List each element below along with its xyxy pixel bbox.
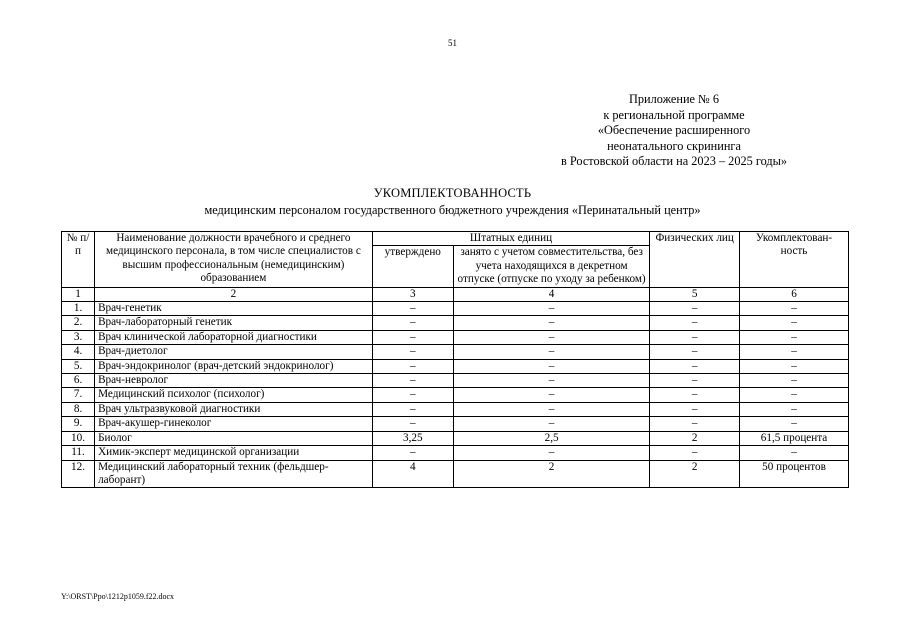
staffing-value: – (740, 388, 849, 402)
approved-value: – (372, 374, 453, 388)
appendix-line: в Ростовской области на 2023 – 2025 годы» (560, 154, 788, 168)
physical-persons-value: 2 (650, 431, 740, 445)
staffing-value: 50 процентов (740, 460, 849, 488)
approved-value: – (372, 417, 453, 431)
position-name: Медицинский лабораторный техник (фельдшер-лаборант) (95, 460, 373, 488)
column-index: 1 (62, 287, 95, 301)
occupied-value: – (453, 402, 649, 416)
physical-persons-value: – (650, 388, 740, 402)
table-row (62, 446, 849, 460)
approved-value: – (372, 446, 453, 460)
table-row (62, 402, 849, 416)
occupied-value: – (453, 374, 649, 388)
occupied-value: – (453, 302, 649, 316)
column-index: 5 (650, 287, 740, 301)
occupied-value: – (453, 446, 649, 460)
staffing-value: – (740, 417, 849, 431)
row-number: 9. (62, 417, 95, 431)
position-name: Врач-невролог (95, 374, 373, 388)
physical-persons-value: – (650, 345, 740, 359)
physical-persons-value: – (650, 402, 740, 416)
position-name: Биолог (95, 431, 373, 445)
occupied-value: – (453, 330, 649, 344)
position-name: Медицинский психолог (психолог) (95, 388, 373, 402)
row-number: 5. (62, 359, 95, 373)
occupied-value: – (453, 388, 649, 402)
position-name: Врач-генетик (95, 302, 373, 316)
staffing-value: – (740, 359, 849, 373)
row-number: 2. (62, 316, 95, 330)
staffing-value: – (740, 316, 849, 330)
table-row (62, 374, 849, 388)
table-row (62, 431, 849, 445)
position-name: Врач-лабораторный генетик (95, 316, 373, 330)
occupied-value: – (453, 316, 649, 330)
staffing-value: 61,5 процента (740, 431, 849, 445)
position-name: Врач клинической лабораторной диагностики (95, 330, 373, 344)
approved-value: – (372, 402, 453, 416)
table-row (62, 460, 849, 488)
header-physical-persons: Физических лиц (650, 232, 740, 288)
row-number: 8. (62, 402, 95, 416)
column-index: 6 (740, 287, 849, 301)
appendix-block (514, 92, 834, 170)
table-row (62, 417, 849, 431)
approved-value: – (372, 388, 453, 402)
appendix-line: неонатального скрининга (607, 138, 741, 153)
row-number: 1. (62, 302, 95, 316)
row-number: 3. (62, 330, 95, 344)
staffing-table (61, 231, 849, 488)
position-name: Врач-эндокринолог (врач-детский эндокринолог) (95, 359, 373, 373)
staffing-value: – (740, 345, 849, 359)
appendix-line: к региональной программе (603, 107, 745, 122)
staffing-value: – (740, 446, 849, 460)
table-row (62, 330, 849, 344)
column-index: 2 (95, 287, 373, 301)
page-number: 51 (448, 38, 457, 48)
appendix-line: «Обеспечение расширенного (597, 123, 751, 137)
row-number: 7. (62, 388, 95, 402)
physical-persons-value: – (650, 359, 740, 373)
header-num: № п/п (62, 232, 95, 288)
column-index-row (62, 287, 849, 301)
header-approved: утверждено (372, 246, 453, 287)
occupied-value: – (453, 345, 649, 359)
physical-persons-value: 2 (650, 460, 740, 488)
table-row (62, 359, 849, 373)
physical-persons-value: – (650, 446, 740, 460)
table-row (62, 316, 849, 330)
table-row (62, 345, 849, 359)
header-staff-units: Штатных единиц (372, 232, 650, 246)
row-number: 11. (62, 446, 95, 460)
staffing-value: – (740, 374, 849, 388)
approved-value: – (372, 345, 453, 359)
position-name: Врач-диетолог (95, 345, 373, 359)
physical-persons-value: – (650, 374, 740, 388)
approved-value: 3,25 (372, 431, 453, 445)
approved-value: – (372, 330, 453, 344)
column-index: 3 (372, 287, 453, 301)
approved-value: 4 (372, 460, 453, 488)
staffing-value: – (740, 402, 849, 416)
physical-persons-value: – (650, 330, 740, 344)
document-subtitle: медицинским персоналом государственного бюджетного учреждения «Перинатальный центр» (204, 203, 701, 217)
physical-persons-value: – (650, 417, 740, 431)
header-occupied: занято с учетом совместительства, без учета находящихся в декретном отпуске (отпуске по уходу за ребенком) (453, 246, 649, 287)
approved-value: – (372, 302, 453, 316)
approved-value: – (372, 316, 453, 330)
occupied-value: 2 (453, 460, 649, 488)
header-staffing-level: Укомплектован-ность (740, 232, 849, 288)
column-index: 4 (453, 287, 649, 301)
footer-file-path: Y:\ORST\Ppo\1212p1059.f22.docx (61, 592, 175, 601)
header-position-name: Наименование должности врачебного и среднего медицинского персонала, в том числе специалистов с высшим профессиональным (немедицинским) образованием (95, 232, 373, 288)
staffing-value: – (740, 330, 849, 344)
appendix-line: Приложение № 6 (628, 92, 720, 106)
row-number: 12. (62, 460, 95, 488)
document-title: УКОМПЛЕКТОВАННОСТЬ (373, 186, 532, 200)
physical-persons-value: – (650, 316, 740, 330)
position-name: Врач ультразвуковой диагностики (95, 402, 373, 416)
row-number: 10. (62, 431, 95, 445)
position-name: Химик-эксперт медицинской организации (95, 446, 373, 460)
physical-persons-value: – (650, 302, 740, 316)
row-number: 6. (62, 374, 95, 388)
table-header-row (62, 232, 849, 246)
position-name: Врач-акушер-гинеколог (95, 417, 373, 431)
approved-value: – (372, 359, 453, 373)
occupied-value: – (453, 417, 649, 431)
table-row (62, 388, 849, 402)
occupied-value: 2,5 (453, 431, 649, 445)
table-row (62, 302, 849, 316)
row-number: 4. (62, 345, 95, 359)
staffing-value: – (740, 302, 849, 316)
occupied-value: – (453, 359, 649, 373)
